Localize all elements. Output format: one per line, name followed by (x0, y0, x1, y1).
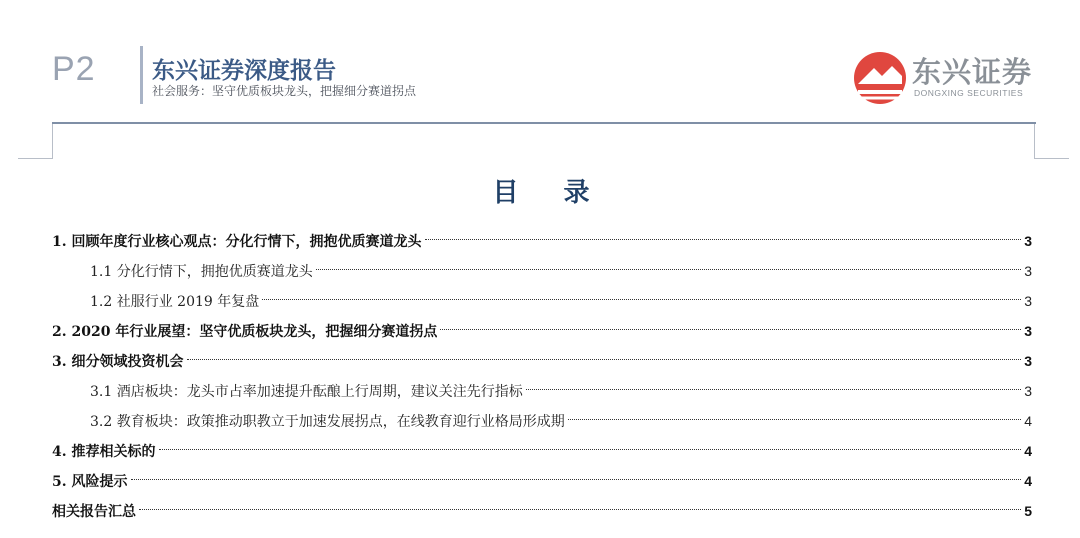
header-divider (140, 46, 143, 104)
toc-entry-page: 4 (1024, 443, 1032, 459)
corner-mark-right (1034, 124, 1069, 159)
report-title: 东兴证券深度报告 (152, 58, 336, 84)
logo-cn-text: 东兴证券 (912, 55, 1033, 89)
toc-entry-label: 1.1 分化行情下，拥抱优质赛道龙头 (90, 264, 313, 280)
report-subtitle: 社会服务：坚守优质板块龙头，把握细分赛道拐点 (152, 84, 417, 98)
toc-entry[interactable] (52, 346, 1032, 376)
logo-emblem-icon (852, 50, 908, 106)
toc-dot-leader (262, 299, 1021, 300)
toc-entry-page: 3 (1024, 353, 1032, 369)
toc-entry-page: 4 (1024, 413, 1032, 429)
toc-entry-page: 3 (1024, 263, 1032, 279)
table-of-contents (52, 226, 1032, 526)
toc-dot-leader (425, 239, 1022, 240)
toc-entry[interactable] (52, 436, 1032, 466)
toc-entry-label: 3.2 教育板块：政策推动职教立于加速发展拐点，在线教育迎行业格局形成期 (90, 414, 565, 430)
toc-entry-page: 5 (1024, 503, 1032, 519)
toc-dot-leader (131, 479, 1022, 480)
toc-entry-page: 3 (1024, 233, 1032, 249)
toc-entry[interactable] (52, 466, 1032, 496)
corner-mark-left (18, 124, 53, 159)
toc-entry-label: 2. 2020 年行业展望：坚守优质板块龙头，把握细分赛道拐点 (52, 324, 438, 340)
toc-dot-leader (316, 269, 1021, 270)
toc-dot-leader (568, 419, 1021, 420)
toc-dot-leader (526, 389, 1021, 390)
toc-entry-label: 3.1 酒店板块：龙头市占率加速提升酝酿上行周期，建议关注先行指标 (90, 384, 523, 400)
toc-entry-page: 3 (1024, 383, 1032, 399)
toc-dot-leader (159, 449, 1022, 450)
toc-dot-leader (187, 359, 1022, 360)
toc-entry-label: 1. 回顾年度行业核心观点：分化行情下，拥抱优质赛道龙头 (52, 234, 422, 250)
toc-entry[interactable] (52, 376, 1032, 406)
toc-entry[interactable] (52, 256, 1032, 286)
page-number: P2 (52, 50, 96, 88)
toc-entry[interactable] (52, 226, 1032, 256)
logo-en-text: DONGXING SECURITIES (914, 88, 1024, 98)
toc-dot-leader (139, 509, 1021, 510)
toc-entry-label: 相关报告汇总 (52, 504, 136, 520)
toc-entry-label: 1.2 社服行业 2019 年复盘 (90, 294, 260, 310)
toc-entry[interactable] (52, 406, 1032, 436)
toc-entry[interactable] (52, 286, 1032, 316)
toc-entry[interactable] (52, 316, 1032, 346)
toc-entry-label: 4. 推荐相关标的 (52, 444, 156, 460)
toc-title: 目 录 (492, 178, 608, 208)
toc-entry-label: 5. 风险提示 (52, 474, 128, 490)
toc-entry-label: 3. 细分领域投资机会 (52, 354, 184, 370)
toc-entry-page: 4 (1024, 473, 1032, 489)
header-rule (52, 122, 1036, 124)
toc-entry-page: 3 (1024, 293, 1032, 309)
toc-dot-leader (440, 329, 1021, 330)
toc-entry[interactable] (52, 496, 1032, 526)
toc-entry-page: 3 (1024, 323, 1032, 339)
company-logo (852, 48, 1042, 108)
